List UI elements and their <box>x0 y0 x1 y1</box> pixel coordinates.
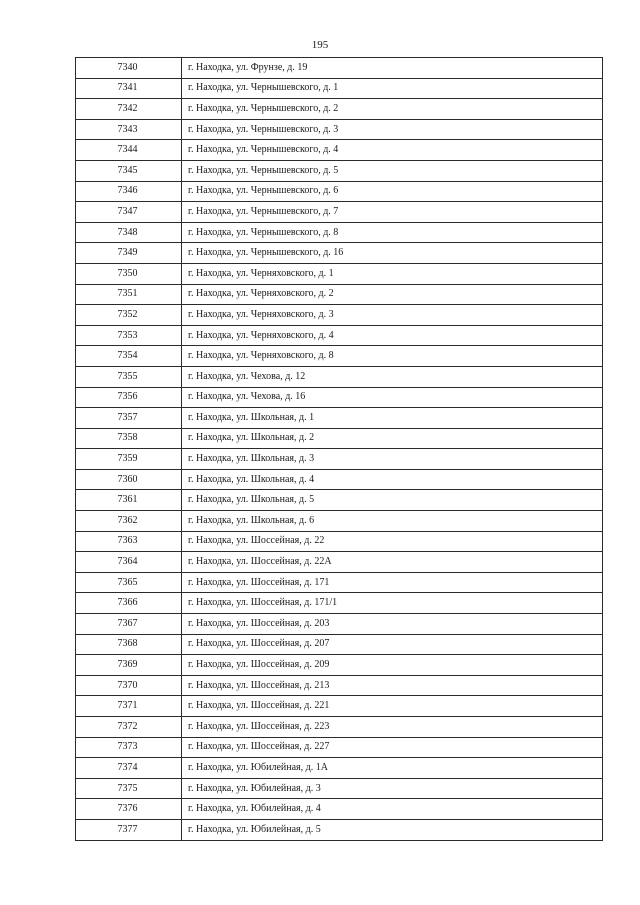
row-number-cell: 7366 <box>76 593 182 614</box>
address-cell: г. Находка, ул. Чернышевского, д. 8 <box>182 222 603 243</box>
row-number-cell: 7340 <box>76 58 182 79</box>
row-number-cell: 7342 <box>76 99 182 120</box>
address-cell: г. Находка, ул. Черняховского, д. 8 <box>182 346 603 367</box>
address-cell: г. Находка, ул. Школьная, д. 6 <box>182 511 603 532</box>
table-row <box>76 449 603 470</box>
address-cell: г. Находка, ул. Юбилейная, д. 1А <box>182 758 603 779</box>
row-number-cell: 7360 <box>76 469 182 490</box>
table-row <box>76 469 603 490</box>
address-cell: г. Находка, ул. Фрунзе, д. 19 <box>182 58 603 79</box>
address-cell: г. Находка, ул. Чернышевского, д. 4 <box>182 140 603 161</box>
table-row <box>76 634 603 655</box>
address-cell: г. Находка, ул. Шоссейная, д. 221 <box>182 696 603 717</box>
address-cell: г. Находка, ул. Шоссейная, д. 203 <box>182 614 603 635</box>
table-row <box>76 202 603 223</box>
address-cell: г. Находка, ул. Шоссейная, д. 22А <box>182 552 603 573</box>
row-number-cell: 7373 <box>76 737 182 758</box>
table-row <box>76 737 603 758</box>
address-cell: г. Находка, ул. Шоссейная, д. 22 <box>182 531 603 552</box>
address-cell: г. Находка, ул. Шоссейная, д. 213 <box>182 675 603 696</box>
address-cell: г. Находка, ул. Шоссейная, д. 171/1 <box>182 593 603 614</box>
row-number-cell: 7357 <box>76 408 182 429</box>
address-cell: г. Находка, ул. Чернышевского, д. 6 <box>182 181 603 202</box>
address-cell: г. Находка, ул. Чернышевского, д. 2 <box>182 99 603 120</box>
table-row <box>76 366 603 387</box>
table-row <box>76 263 603 284</box>
table-row <box>76 284 603 305</box>
address-cell: г. Находка, ул. Чернышевского, д. 16 <box>182 243 603 264</box>
row-number-cell: 7354 <box>76 346 182 367</box>
row-number-cell: 7370 <box>76 675 182 696</box>
table-row <box>76 572 603 593</box>
row-number-cell: 7376 <box>76 799 182 820</box>
table-row <box>76 428 603 449</box>
row-number-cell: 7350 <box>76 263 182 284</box>
row-number-cell: 7341 <box>76 78 182 99</box>
table-row <box>76 346 603 367</box>
row-number-cell: 7375 <box>76 778 182 799</box>
table-row <box>76 119 603 140</box>
row-number-cell: 7356 <box>76 387 182 408</box>
row-number-cell: 7351 <box>76 284 182 305</box>
address-cell: г. Находка, ул. Чернышевского, д. 5 <box>182 160 603 181</box>
table-row <box>76 490 603 511</box>
table-row <box>76 243 603 264</box>
address-cell: г. Находка, ул. Юбилейная, д. 3 <box>182 778 603 799</box>
table-row <box>76 717 603 738</box>
row-number-cell: 7346 <box>76 181 182 202</box>
table-row <box>76 181 603 202</box>
address-table-body <box>76 58 603 841</box>
address-cell: г. Находка, ул. Черняховского, д. 3 <box>182 305 603 326</box>
row-number-cell: 7362 <box>76 511 182 532</box>
row-number-cell: 7359 <box>76 449 182 470</box>
row-number-cell: 7349 <box>76 243 182 264</box>
page-number: 195 <box>311 39 329 51</box>
address-cell: г. Находка, ул. Школьная, д. 2 <box>182 428 603 449</box>
row-number-cell: 7344 <box>76 140 182 161</box>
row-number-cell: 7361 <box>76 490 182 511</box>
row-number-cell: 7365 <box>76 572 182 593</box>
address-cell: г. Находка, ул. Юбилейная, д. 5 <box>182 819 603 840</box>
address-cell: г. Находка, ул. Шоссейная, д. 209 <box>182 655 603 676</box>
row-number-cell: 7364 <box>76 552 182 573</box>
table-row <box>76 222 603 243</box>
table-row <box>76 593 603 614</box>
address-cell: г. Находка, ул. Шоссейная, д. 171 <box>182 572 603 593</box>
row-number-cell: 7348 <box>76 222 182 243</box>
row-number-cell: 7358 <box>76 428 182 449</box>
table-row <box>76 99 603 120</box>
row-number-cell: 7371 <box>76 696 182 717</box>
row-number-cell: 7363 <box>76 531 182 552</box>
address-cell: г. Находка, ул. Черняховского, д. 1 <box>182 263 603 284</box>
row-number-cell: 7372 <box>76 717 182 738</box>
table-row <box>76 552 603 573</box>
table-row <box>76 675 603 696</box>
address-cell: г. Находка, ул. Чехова, д. 16 <box>182 387 603 408</box>
address-cell: г. Находка, ул. Чернышевского, д. 3 <box>182 119 603 140</box>
row-number-cell: 7353 <box>76 325 182 346</box>
table-row <box>76 758 603 779</box>
table-row <box>76 655 603 676</box>
address-cell: г. Находка, ул. Шоссейная, д. 227 <box>182 737 603 758</box>
row-number-cell: 7343 <box>76 119 182 140</box>
table-row <box>76 408 603 429</box>
table-row <box>76 325 603 346</box>
address-cell: г. Находка, ул. Чернышевского, д. 7 <box>182 202 603 223</box>
table-row <box>76 778 603 799</box>
table-row <box>76 58 603 79</box>
table-row <box>76 799 603 820</box>
address-cell: г. Находка, ул. Черняховского, д. 2 <box>182 284 603 305</box>
address-cell: г. Находка, ул. Чернышевского, д. 1 <box>182 78 603 99</box>
table-row <box>76 140 603 161</box>
table-row <box>76 531 603 552</box>
row-number-cell: 7347 <box>76 202 182 223</box>
address-cell: г. Находка, ул. Школьная, д. 4 <box>182 469 603 490</box>
row-number-cell: 7368 <box>76 634 182 655</box>
row-number-cell: 7369 <box>76 655 182 676</box>
row-number-cell: 7367 <box>76 614 182 635</box>
row-number-cell: 7345 <box>76 160 182 181</box>
address-cell: г. Находка, ул. Школьная, д. 3 <box>182 449 603 470</box>
row-number-cell: 7355 <box>76 366 182 387</box>
table-row <box>76 305 603 326</box>
address-cell: г. Находка, ул. Шоссейная, д. 207 <box>182 634 603 655</box>
table-row <box>76 819 603 840</box>
address-cell: г. Находка, ул. Школьная, д. 5 <box>182 490 603 511</box>
address-cell: г. Находка, ул. Школьная, д. 1 <box>182 408 603 429</box>
address-cell: г. Находка, ул. Шоссейная, д. 223 <box>182 717 603 738</box>
address-cell: г. Находка, ул. Черняховского, д. 4 <box>182 325 603 346</box>
address-cell: г. Находка, ул. Чехова, д. 12 <box>182 366 603 387</box>
table-row <box>76 78 603 99</box>
address-table <box>75 57 603 841</box>
table-row <box>76 160 603 181</box>
table-row <box>76 614 603 635</box>
row-number-cell: 7377 <box>76 819 182 840</box>
table-row <box>76 511 603 532</box>
table-row <box>76 387 603 408</box>
address-cell: г. Находка, ул. Юбилейная, д. 4 <box>182 799 603 820</box>
row-number-cell: 7374 <box>76 758 182 779</box>
table-row <box>76 696 603 717</box>
row-number-cell: 7352 <box>76 305 182 326</box>
